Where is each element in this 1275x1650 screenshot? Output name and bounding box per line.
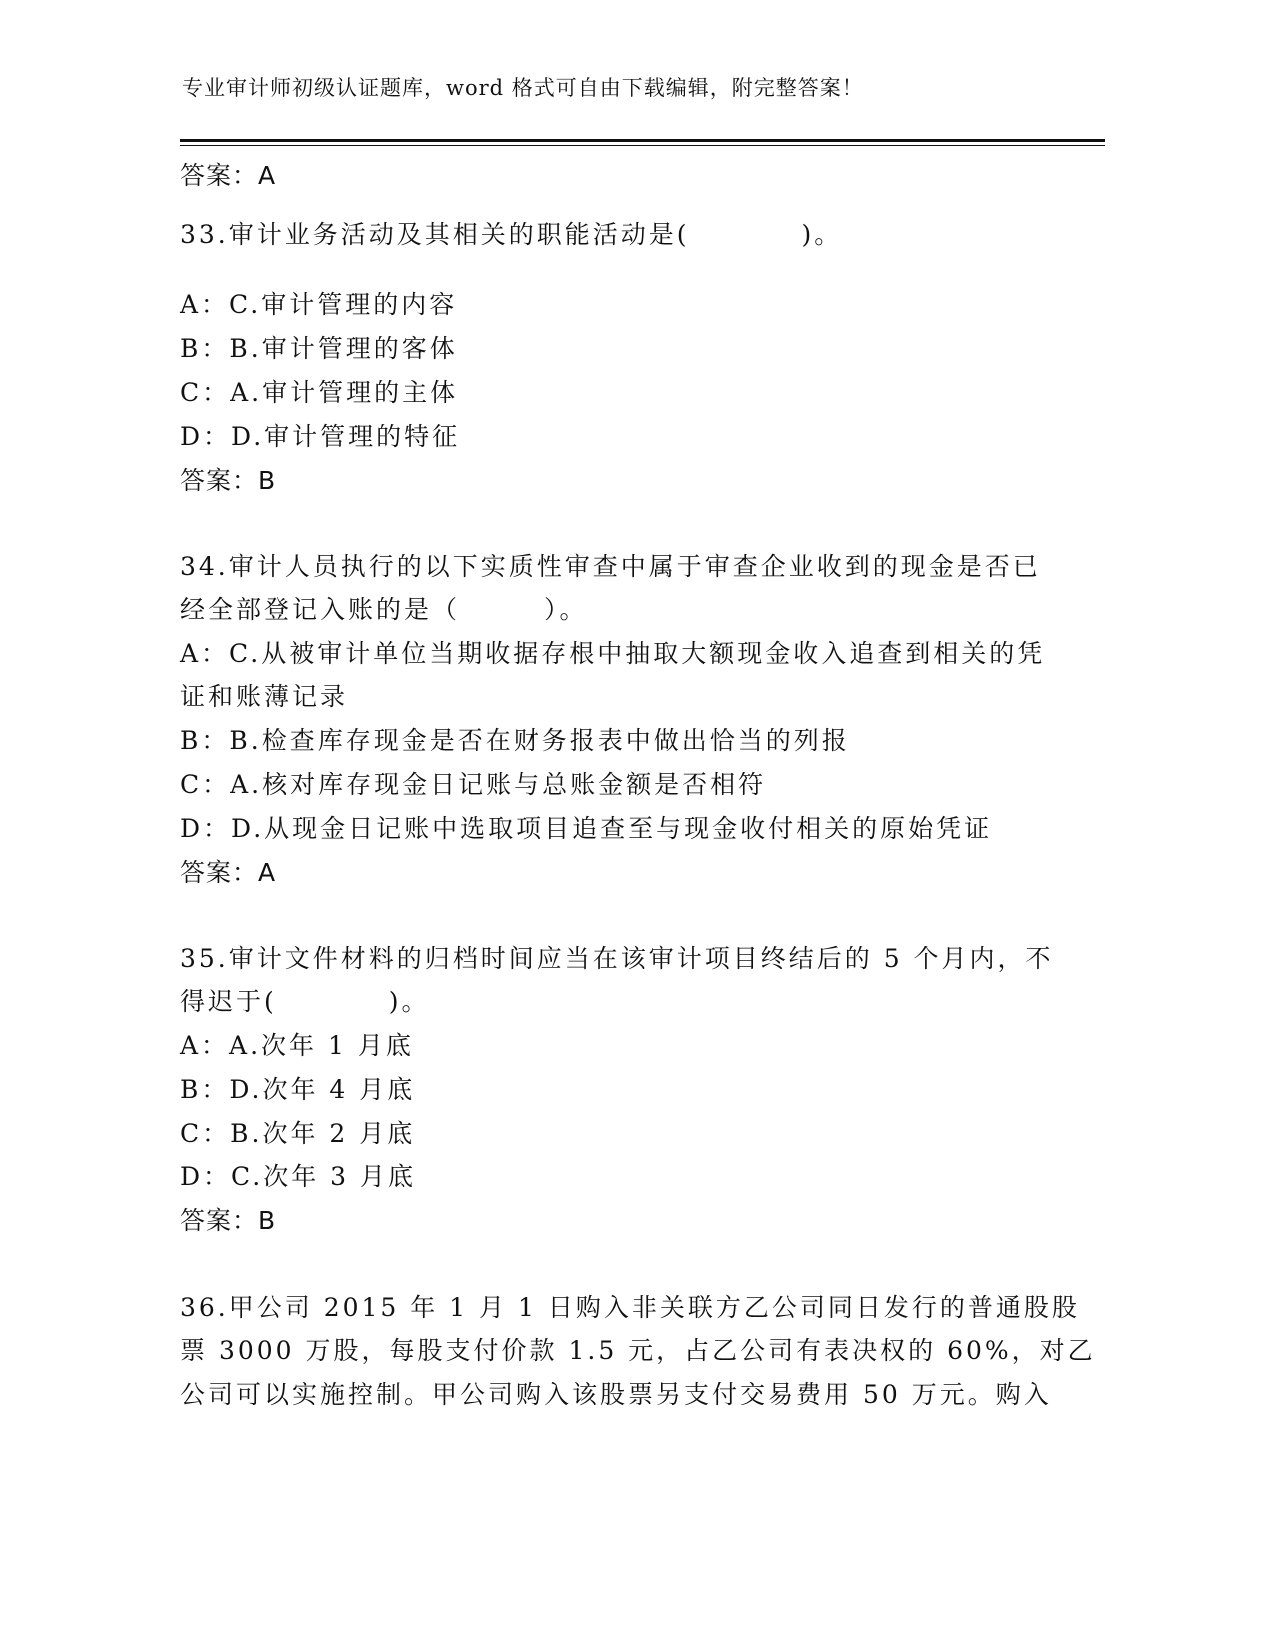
- question-34-option-a-line1: A：C.从被审计单位当期收据存根中抽取大额现金收入追查到相关的凭: [180, 639, 1046, 668]
- question-34-option-a-line2: 证和账薄记录: [180, 682, 349, 711]
- answer-33: 答案：B: [180, 466, 277, 495]
- question-36-stem-line2: 票 3000 万股，每股支付价款 1.5 元，占乙公司有表决权的 60%，对乙: [180, 1336, 1096, 1365]
- answer-35: 答案：B: [180, 1206, 277, 1235]
- question-35-option-c: C：B.次年 2 月底: [180, 1119, 416, 1148]
- question-34-option-c: C：A.核对库存现金日记账与总账金额是否相符: [180, 770, 767, 799]
- question-33-stem: 33.审计业务活动及其相关的职能活动是( )。: [180, 220, 843, 249]
- question-35-stem-line2: 得迟于( )。: [180, 987, 430, 1016]
- answer-32: 答案：A: [180, 161, 277, 190]
- question-34-option-d: D：D.从现金日记账中选取项目追查至与现金收付相关的原始凭证: [180, 814, 993, 843]
- question-35-stem-line1: 35.审计文件材料的归档时间应当在该审计项目终结后的 5 个月内，不: [180, 944, 1054, 973]
- question-33-option-d: D：D.审计管理的特征: [180, 422, 461, 451]
- question-33-option-a: A：C.审计管理的内容: [180, 290, 458, 319]
- question-34-stem-line2: 经全部登记入账的是（ ）。: [180, 595, 588, 624]
- question-36-stem-line3: 公司可以实施控制。甲公司购入该股票另支付交易费用 50 万元。购入: [180, 1380, 1052, 1409]
- question-35-option-d: D：C.次年 3 月底: [180, 1162, 417, 1191]
- question-33-option-b: B：B.审计管理的客体: [180, 334, 458, 363]
- question-34-stem-line1: 34.审计人员执行的以下实质性审查中属于审查企业收到的现金是否已: [180, 552, 1041, 581]
- answer-34: 答案：A: [180, 858, 277, 887]
- header-rule-thin: [180, 145, 1105, 146]
- question-34-option-b: B：B.检查库存现金是否在财务报表中做出恰当的列报: [180, 726, 850, 755]
- page-header: 专业审计师初级认证题库，word 格式可自由下载编辑，附完整答案！: [182, 76, 864, 100]
- header-rule-thick: [180, 139, 1105, 142]
- question-36-stem-line1: 36.甲公司 2015 年 1 月 1 日购入非关联方乙公司同日发行的普通股股: [180, 1293, 1080, 1322]
- question-35-option-b: B：D.次年 4 月底: [180, 1075, 416, 1104]
- question-33-option-c: C：A.审计管理的主体: [180, 378, 459, 407]
- question-35-option-a: A：A.次年 1 月底: [180, 1031, 414, 1060]
